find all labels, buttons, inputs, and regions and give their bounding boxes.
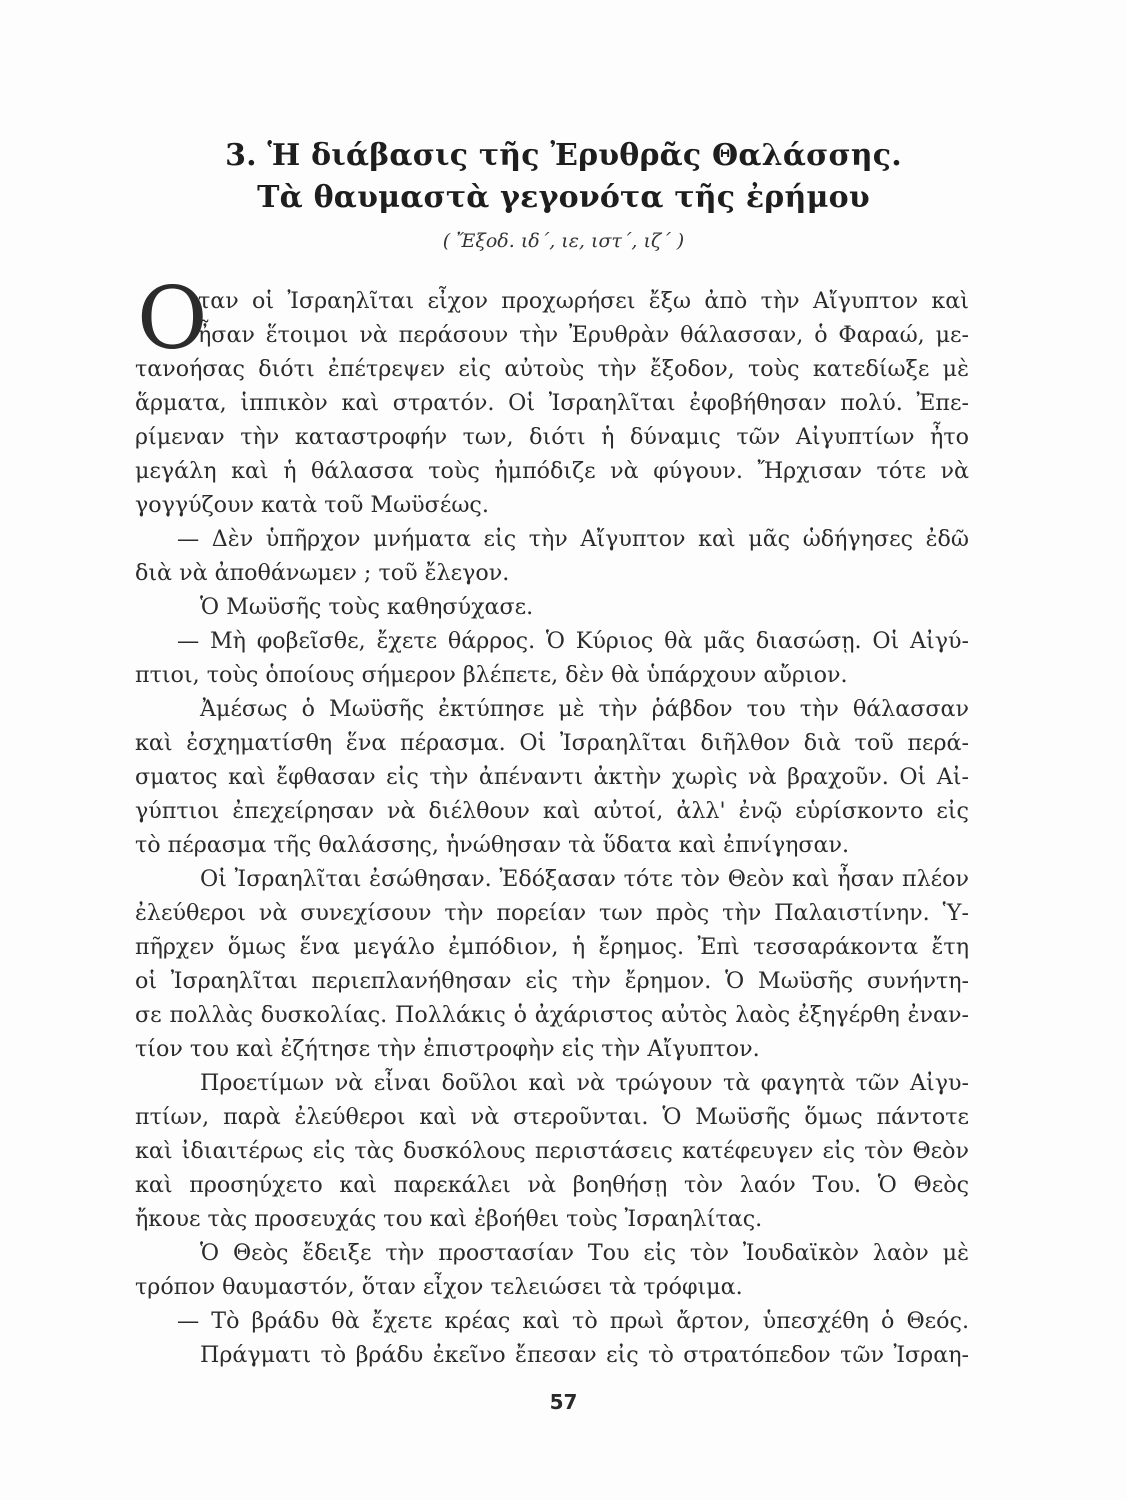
text-line: τρόπον θαυμαστόν, ὅταν εἶχον τελειώσει τὰ τρόφιμα.: [135, 1274, 743, 1300]
text-line: ἐλεύθεροι νὰ συνεχίσουν τὴν πορείαν των πρὸς τὴν Παλαιστίνην. Ὑ-: [135, 900, 969, 926]
chapter-title-line-1: 3. Ἡ διάβασις τῆς Ἐρυθρᾶς Θαλάσσης.: [225, 138, 902, 173]
chapter-title-line-2: Τὰ θαυμαστὰ γεγονότα τῆς ἐρήμου: [257, 180, 870, 215]
text-line: Ἀμέσως ὁ Μωϋσῆς ἐκτύπησε μὲ τὴν ῥάβδον του τὴν θάλασσαν: [200, 696, 969, 722]
text-line: ἦσαν ἕτοιμοι νὰ περάσουν τὴν Ἐρυθρὰν θάλασσαν, ὁ Φαραώ, με-: [198, 322, 969, 348]
text-line: καὶ προσηύχετο καὶ παρεκάλει νὰ βοηθήσῃ τὸν λαόν Του. Ὁ Θεὸς: [135, 1172, 969, 1198]
text-line: διὰ νὰ ἀποθάνωμεν ; τοῦ ἔλεγον.: [135, 560, 510, 586]
text-line: τανοήσας διότι ἐπέτρεψεν εἰς αὐτοὺς τὴν ἔξοδον, τοὺς κατεδίωξε μὲ: [135, 356, 969, 382]
text-line: Ὁ Μωϋσῆς τοὺς καθησύχασε.: [200, 594, 534, 620]
text-line: πτίων, παρὰ ἐλεύθεροι καὶ νὰ στεροῦνται. Ὁ Μωϋσῆς ὅμως πάντοτε: [135, 1104, 969, 1130]
text-line: σε πολλὰς δυσκολίας. Πολλάκις ὁ ἀχάριστος αὐτὸς λαὸς ἐξηγέρθη ἐναν-: [135, 1002, 969, 1028]
text-line: — Δὲν ὑπῆρχον μνήματα εἰς τὴν Αἴγυπτον καὶ μᾶς ὡδήγησες ἐδῶ: [177, 526, 969, 552]
text-line: πτιοι, τοὺς ὁποίους σήμερον βλέπετε, δὲν θὰ ὑπάρχουν αὔριον.: [135, 662, 848, 688]
body-text: [135, 284, 969, 1372]
text-line: Προετίμων νὰ εἶναι δοῦλοι καὶ νὰ τρώγουν τὰ φαγητὰ τῶν Αἰγυ-: [200, 1070, 969, 1096]
text-line: Οἱ Ἰσραηλῖται ἐσώθησαν. Ἐδόξασαν τότε τὸν Θεὸν καὶ ἦσαν πλέον: [200, 866, 969, 892]
text-line: γογγύζουν κατὰ τοῦ Μωϋσέως.: [135, 492, 489, 518]
text-line: σματος καὶ ἔφθασαν εἰς τὴν ἀπέναντι ἀκτὴν χωρὶς νὰ βραχοῦν. Οἱ Αἰ-: [135, 764, 969, 790]
scripture-reference: ( Ἔξοδ. ιδ΄, ιε, ιστ΄, ιζ΄ ): [442, 230, 685, 252]
text-line: ταν οἱ Ἰσραηλῖται εἶχον προχωρήσει ἔξω ἀπὸ τὴν Αἴγυπτον καὶ: [198, 288, 969, 314]
text-line: καὶ ἰδιαιτέρως εἰς τὰς δυσκόλους περιστάσεις κατέφευγεν εἰς τὸν Θεὸν: [135, 1138, 969, 1164]
page-number: 57: [549, 1390, 578, 1414]
text-line: καὶ ἐσχηματίσθη ἕνα πέρασμα. Οἱ Ἰσραηλῖται διῆλθον διὰ τοῦ περά-: [135, 730, 969, 756]
text-line: — Μὴ φοβεῖσθε, ἔχετε θάρρος. Ὁ Κύριος θὰ μᾶς διασώσῃ. Οἱ Αἰγύ-: [177, 628, 969, 654]
text-line: οἱ Ἰσραηλῖται περιεπλανήθησαν εἰς τὴν ἔρημον. Ὁ Μωϋσῆς συνήντη-: [135, 968, 969, 994]
drop-cap: Ο: [137, 269, 208, 369]
text-line: ρίμεναν τὴν καταστροφήν των, διότι ἡ δύναμις τῶν Αἰγυπτίων ἦτο: [135, 424, 969, 450]
text-line: ἤκουε τὰς προσευχάς του καὶ ἐβοήθει τοὺς Ἰσραηλίτας.: [135, 1206, 763, 1232]
text-line: ἅρματα, ἱππικὸν καὶ στρατόν. Οἱ Ἰσραηλῖται ἐφοβήθησαν πολύ. Ἐπε-: [135, 390, 969, 416]
text-line: πῆρχεν ὅμως ἕνα μεγάλο ἐμπόδιον, ἡ ἔρημος. Ἐπὶ τεσσαράκοντα ἔτη: [135, 934, 969, 960]
text-line: Ὁ Θεὸς ἔδειξε τὴν προστασίαν Του εἰς τὸν Ἰουδαϊκὸν λαὸν μὲ: [200, 1240, 969, 1266]
text-line: τὸ πέρασμα τῆς θαλάσσης, ἡνώθησαν τὰ ὕδατα καὶ ἐπνίγησαν.: [135, 832, 850, 858]
text-line: γύπτιοι ἐπεχείρησαν νὰ διέλθουν καὶ αὐτοί, ἀλλ' ἐνῷ εὑρίσκοντο εἰς: [135, 798, 969, 824]
text-line: — Τὸ βράδυ θὰ ἔχετε κρέας καὶ τὸ πρωὶ ἄρτον, ὑπεσχέθη ὁ Θεός.: [177, 1308, 969, 1334]
text-line: Πράγματι τὸ βράδυ ἐκεῖνο ἔπεσαν εἰς τὸ στρατόπεδον τῶν Ἰσραη-: [200, 1342, 969, 1368]
text-line: τίον του καὶ ἐζήτησε τὴν ἐπιστροφὴν εἰς τὴν Αἴγυπτον.: [135, 1036, 760, 1062]
text-line: μεγάλη καὶ ἡ θάλασσα τοὺς ἠμπόδιζε νὰ φύγουν. Ἤρχισαν τότε νὰ: [135, 458, 969, 484]
